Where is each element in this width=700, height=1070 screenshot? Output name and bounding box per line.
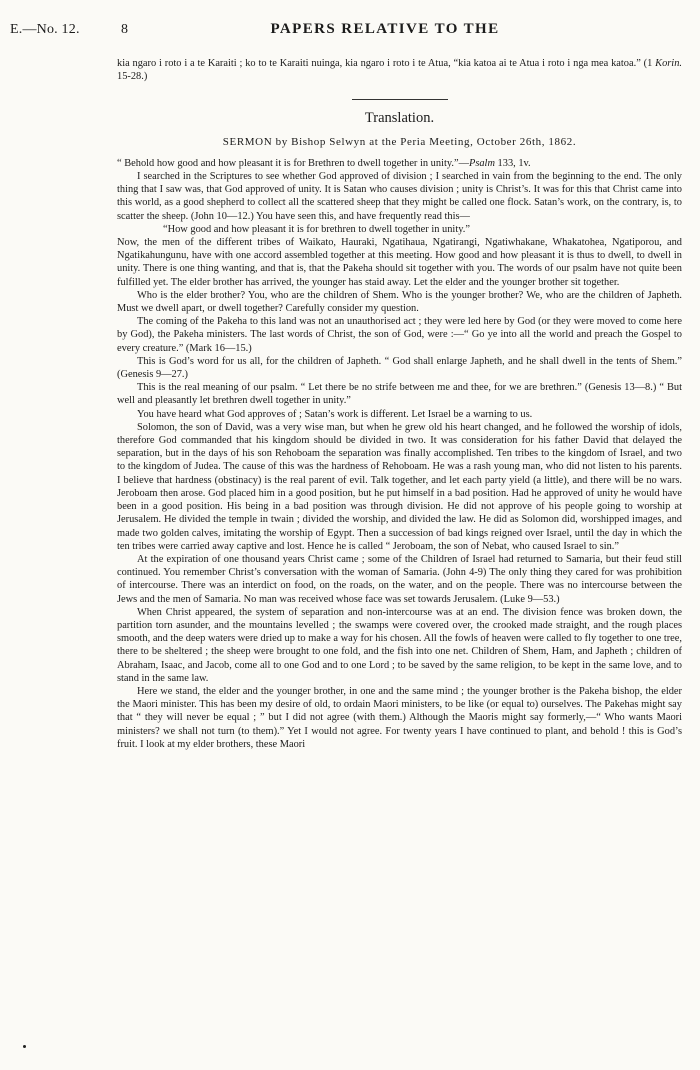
epigraph-reference-tail: 133, 1v. xyxy=(494,157,531,169)
sermon-paragraph: Solomon, the son of David, was a very wise man, but when he grew old his heart changed, and he followed the worship of idols, therefore God commanded that his kingdom should be divided in two. It was consideration for his father David that delayed the separation, but in the days of his son Rehoboam the separation was finally accomplished. Ten tribes to the kingdom of Israel, and two to the kingdom of Judea. The cause of this was the hardness of Rehoboam. He was a rash young man, who did not listen to his parents. I believe that hardness (obstinacy) is the real parent of evil. Talk together, and let each party yield (a little), and there will be no wars. Jeroboam then arose. God placed him in a good position, but he put himself in a bad position. Had he approved of unity he would have been in a good position. His being in a bad position was through division. He did not approve of his people going to worship at Jerusalem. He divided the temple in twain ; divided the worship, and divided the law. He did as Solomon did, worshipped images, and made two golden calves, imitating the worship of Egypt. Then a succession of bad kings reigned over Israel, until the day in which the ten tribes were carried away captive and lost. Hence he is called “ Jeroboam, the son of Nebat, who caused Israel to sin.” xyxy=(117,421,682,552)
maori-text: kia ngaro i roto i a te Karaiti ; ko to te Karaiti nuinga, kia ngaro i roto i te Atua, “kia katoa ai te Atua i roto i nga mea katoa.” (1 xyxy=(117,58,656,69)
maori-text-paragraph xyxy=(117,57,682,83)
page-number: 8 xyxy=(121,22,128,37)
translation-heading: Translation. xyxy=(364,110,435,127)
sermon-paragraph: When Christ appeared, the system of separation and non-intercourse was at an end. The division fence was broken down, the partition torn asunder, and the mountains levelled ; the swamps were covered over, the crooked made straight, and the rough places smooth, and the deep waters were dried up to make a way for his chosen. All the fowls of heaven were called to fly together to one tree, there to be sheltered ; the sheep were brought to one fold, and the fish into one net. Children of Shem, Ham, and Japheth ; children of Abraham, Isaac, and Jacob, come all to one God and to one Lord ; to be saved by the same religion, to be kept in the same love, and to stand in the same law. xyxy=(117,606,682,684)
margin-mark xyxy=(23,1045,26,1048)
epigraph-reference: Psalm xyxy=(468,157,495,169)
sermon-paragraph: Here we stand, the elder and the younger brother, in one and the same mind ; the younger brother is the Pakeha bishop, the elder the Maori minister. This has been my desire of old, to ordain Maori ministers, to be like (or equal to) ourselves. The Pakehas might say that “ they will never be equal ; ” but I did not agree (with them.) Although the Maoris might say formerly,—“ Who wants Maori ministers? we shall not turn (to them).” Yet I would not agree. For twenty years I have continued to plant, and behold ! this is God’s fruit. I look at my elder brothers, these Maori xyxy=(117,685,682,750)
document-reference: E.—No. 12. xyxy=(10,22,80,37)
epigraph-text: “ Behold how good and how pleasant it is for Brethren to dwell together in unity.”— xyxy=(117,157,469,169)
sermon-paragraph: Who is the elder brother? You, who are the children of Shem. Who is the younger brother? We, who are the children of Japheth. Must we dwell apart, or dwell together? Carefully consider my question. xyxy=(117,289,682,315)
sermon-paragraph: I searched in the Scriptures to see whether God approved of division ; I searched in vain from the beginning to the end. The only thing that I saw was, that God approved of unity. It is Satan who causes division ; unity is Christ’s. It was for this that Christ came into this world, as a good shepherd to collect all the scattered sheep that they might be called one flock. Satan’s work, on the contrary, is, to scatter the sheep. (John 10—12.) You have seen this, and have frequently read this— xyxy=(117,171,682,222)
quoted-line: “How good and how pleasant it is for brethren to dwell together in unity.” xyxy=(163,223,470,235)
sermon-paragraph: The coming of the Pakeha to this land was not an unauthorised act ; they were led here by God (or they were moved to come here by God), the Pakeha ministers. The last words of Christ, the son of God, were :—“ Go ye into all the world and preach the Gospel to every creature.” (Mark 16—15.) xyxy=(117,316,682,354)
sermon-paragraph: At the expiration of one thousand years Christ came ; some of the Children of Israel had returned to Samaria, but their feud still continued. You remember Christ’s conversation with the woman of Samaria. (John 4-9) The only thing they cared for was prohibition of intercourse. There was an interdict on food, on the roads, on the water, and on the people. There was no intercourse between the Jews and the men of Samaria. No man was received whose face was set towards Jerusalem. (Luke 9—53.) xyxy=(117,553,682,605)
maori-scripture-ref: Korin. xyxy=(655,58,682,69)
sermon-paragraph: This is the real meaning of our psalm. “ Let there be no strife between me and thee, for we are brethren.” (Genesis 13—8.) “ But well and pleasantly let brethren dwell together in unity.” xyxy=(117,382,682,407)
running-title: PAPERS RELATIVE TO THE xyxy=(270,21,500,37)
sermon-paragraph: This is God’s word for us all, for the children of Japheth. “ God shall enlarge Japheth, and he shall dwell in the tents of Shem.” (Genesis 9—27.) xyxy=(117,355,682,381)
section-divider xyxy=(352,99,448,100)
sermon-paragraph: You have heard what God approves of ; Satan’s work is different. Let Israel be a warning to us. xyxy=(137,408,533,420)
maori-scripture-ref-tail: 15-28.) xyxy=(117,71,148,83)
sermon-heading: SERMON by Bishop Selwyn at the Peria Meeting, October 26th, 1862. xyxy=(222,135,577,148)
page-body xyxy=(117,57,682,751)
page-header xyxy=(0,22,700,44)
sermon-paragraph: Now, the men of the different tribes of Waikato, Hauraki, Ngatihaua, Ngatirangi, Ngatiwhakane, Whakatohea, Ngatiporou, and Ngatikahungunu, have with one accord assembled together at this meeting. How good and how pleasant it is thus to dwell, to dwell in unity. There is one thing wanting, and that is, that the Pakeha should sit together with you. The words of our psalm have not quite been fulfilled yet. The elder brother has arrived, the younger has staid away. Let the elder and the younger brother sit together. xyxy=(117,237,682,288)
epigraph xyxy=(117,157,682,170)
